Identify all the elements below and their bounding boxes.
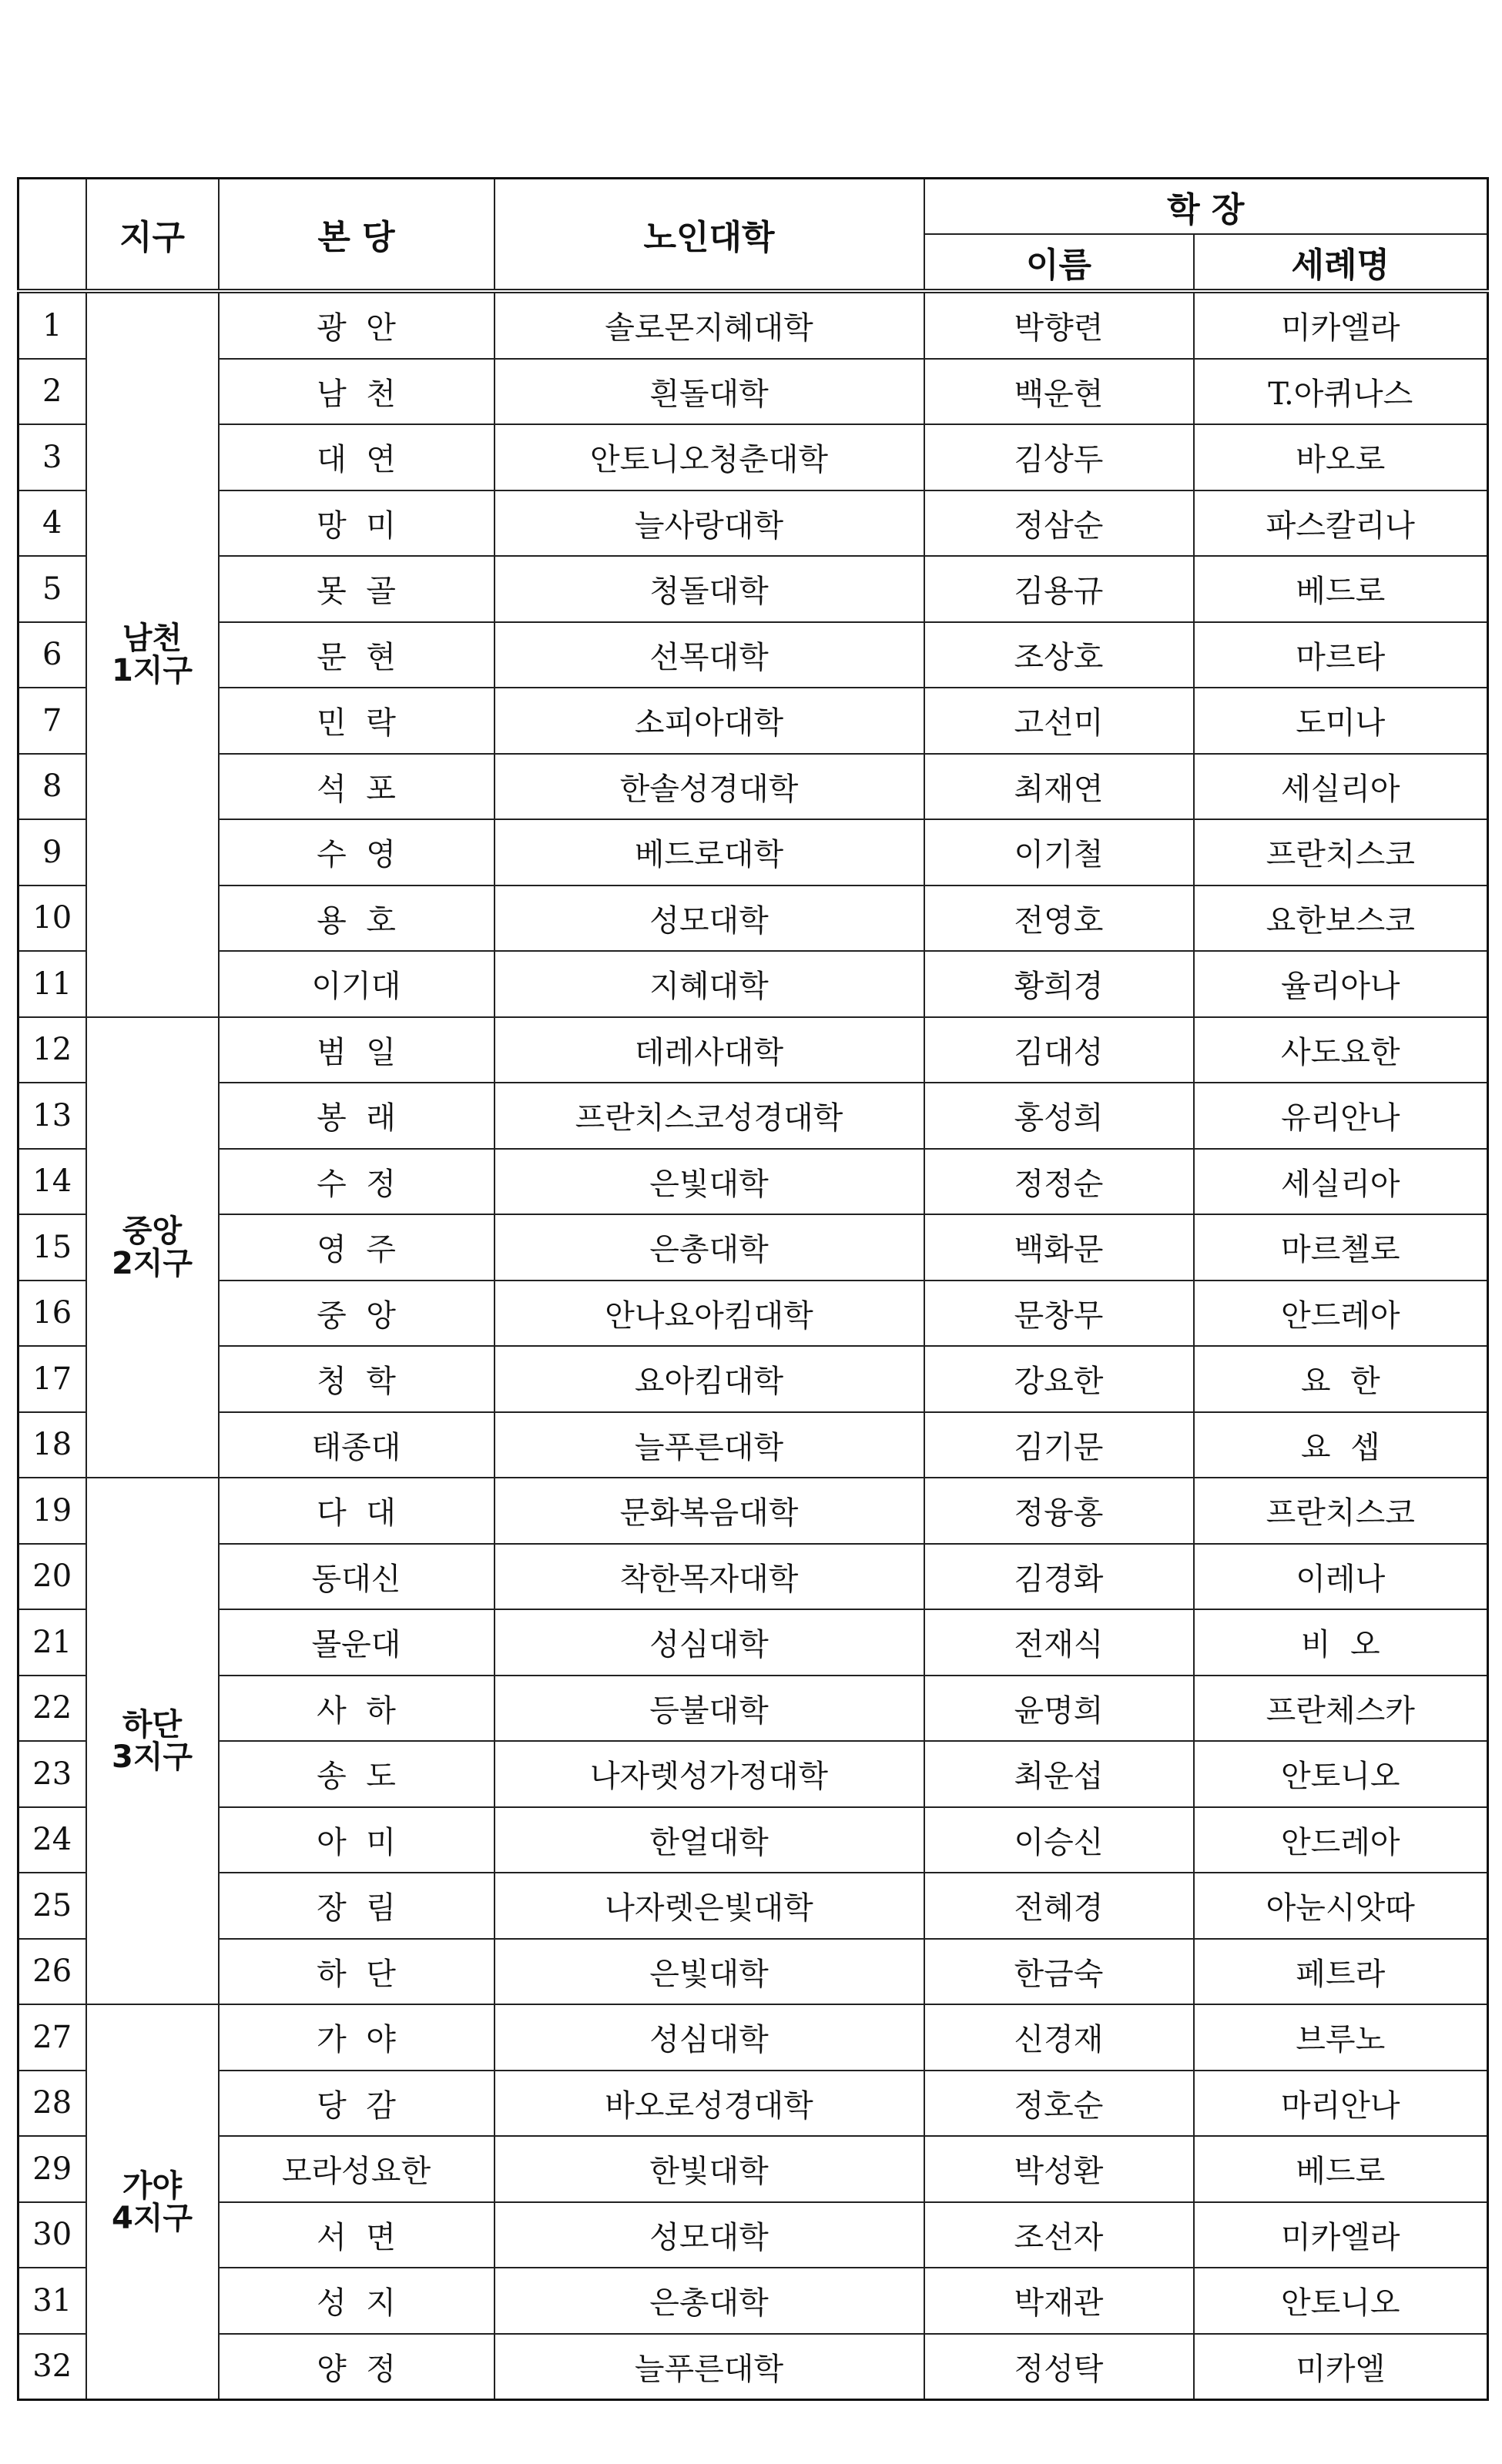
header-college: 노인대학	[495, 179, 924, 292]
row-number: 2	[18, 359, 86, 425]
parish-name: 모라성요한	[219, 2136, 495, 2202]
row-number: 28	[18, 2071, 86, 2137]
table-row	[18, 1149, 1488, 1215]
row-number: 16	[18, 1281, 86, 1347]
president-name: 신경재	[924, 2004, 1194, 2071]
president-name: 최운섭	[924, 1741, 1194, 1807]
college-name: 한얼대학	[495, 1807, 924, 1873]
parish-name: 가 야	[219, 2004, 495, 2071]
row-number: 24	[18, 1807, 86, 1873]
president-name: 전혜경	[924, 1873, 1194, 1939]
row-number: 30	[18, 2202, 86, 2268]
president-name: 이승신	[924, 1807, 1194, 1873]
baptismal-name: 프란치스코	[1194, 1478, 1488, 1544]
row-number: 18	[18, 1412, 86, 1478]
college-name: 은총대학	[495, 2268, 924, 2334]
row-number: 4	[18, 490, 86, 557]
college-name: 성심대학	[495, 2004, 924, 2071]
president-name: 전재식	[924, 1609, 1194, 1676]
baptismal-name: 비 오	[1194, 1609, 1488, 1676]
table-row	[18, 2268, 1488, 2334]
table-row	[18, 951, 1488, 1017]
district-number: 3지구	[111, 1739, 193, 1775]
table-row	[18, 1346, 1488, 1412]
table-row	[18, 2004, 1488, 2071]
parish-name: 동대신	[219, 1544, 495, 1610]
table-row	[18, 424, 1488, 490]
table-row	[18, 556, 1488, 622]
president-name: 정융홍	[924, 1478, 1194, 1544]
table-row	[18, 1478, 1488, 1544]
parish-name: 범 일	[219, 1017, 495, 1083]
college-name: 은총대학	[495, 1214, 924, 1281]
baptismal-name: 사도요한	[1194, 1017, 1488, 1083]
president-name: 윤명희	[924, 1676, 1194, 1742]
district-cell	[86, 1017, 219, 1478]
header-president: 학 장	[924, 179, 1488, 235]
header-baptismal-name: 세례명	[1194, 234, 1488, 291]
baptismal-name: 요 셉	[1194, 1412, 1488, 1478]
parish-name: 이기대	[219, 951, 495, 1017]
parish-name: 봉 래	[219, 1083, 495, 1149]
president-name: 황희경	[924, 951, 1194, 1017]
parish-name: 당 감	[219, 2071, 495, 2137]
parish-name: 민 락	[219, 688, 495, 754]
row-number: 17	[18, 1346, 86, 1412]
college-name: 착한목자대학	[495, 1544, 924, 1610]
college-name: 한솔성경대학	[495, 754, 924, 820]
college-name: 요아킴대학	[495, 1346, 924, 1412]
table-row	[18, 2071, 1488, 2137]
college-name: 성모대학	[495, 2202, 924, 2268]
baptismal-name: 미카엘라	[1194, 2202, 1488, 2268]
table-row	[18, 688, 1488, 754]
baptismal-name: 바오로	[1194, 424, 1488, 490]
baptismal-name: 미카엘라	[1194, 291, 1488, 359]
district-name: 중앙	[122, 1213, 183, 1249]
parish-name: 양 정	[219, 2334, 495, 2400]
baptismal-name: 마르타	[1194, 622, 1488, 688]
row-number: 20	[18, 1544, 86, 1610]
college-name: 나자렛은빛대학	[495, 1873, 924, 1939]
parish-name: 석 포	[219, 754, 495, 820]
row-number: 7	[18, 688, 86, 754]
parish-name: 서 면	[219, 2202, 495, 2268]
president-name: 전영호	[924, 886, 1194, 952]
table-row	[18, 1939, 1488, 2005]
row-number: 19	[18, 1478, 86, 1544]
district-cell	[86, 291, 219, 1017]
header-district: 지구	[86, 179, 219, 292]
district-name: 가야	[122, 2168, 183, 2204]
parish-name: 장 림	[219, 1873, 495, 1939]
row-number: 27	[18, 2004, 86, 2071]
row-number: 26	[18, 1939, 86, 2005]
college-name: 은빛대학	[495, 1939, 924, 2005]
table-row	[18, 1017, 1488, 1083]
baptismal-name: 세실리아	[1194, 1149, 1488, 1215]
baptismal-name: 마르첼로	[1194, 1214, 1488, 1281]
president-name: 김기문	[924, 1412, 1194, 1478]
president-name: 한금숙	[924, 1939, 1194, 2005]
college-name: 소피아대학	[495, 688, 924, 754]
row-number: 10	[18, 886, 86, 952]
president-name: 최재연	[924, 754, 1194, 820]
baptismal-name: 안드레아	[1194, 1281, 1488, 1347]
baptismal-name: 요한보스코	[1194, 886, 1488, 952]
college-name: 늘푸른대학	[495, 2334, 924, 2400]
header-name: 이름	[924, 234, 1194, 291]
table-row	[18, 2136, 1488, 2202]
college-name: 은빛대학	[495, 1149, 924, 1215]
district-cell	[86, 1478, 219, 2004]
baptismal-name: 미카엘	[1194, 2334, 1488, 2400]
baptismal-name: 브루노	[1194, 2004, 1488, 2071]
parish-name: 광 안	[219, 291, 495, 359]
baptismal-name: 세실리아	[1194, 754, 1488, 820]
table-row	[18, 1609, 1488, 1676]
baptismal-name: 안토니오	[1194, 2268, 1488, 2334]
college-name: 늘푸른대학	[495, 1412, 924, 1478]
president-name: 정성탁	[924, 2334, 1194, 2400]
table-row	[18, 622, 1488, 688]
row-number: 8	[18, 754, 86, 820]
parish-name: 청 학	[219, 1346, 495, 1412]
baptismal-name: 이레나	[1194, 1544, 1488, 1610]
row-number: 12	[18, 1017, 86, 1083]
parish-name: 사 하	[219, 1676, 495, 1742]
college-name: 선목대학	[495, 622, 924, 688]
college-name: 지혜대학	[495, 951, 924, 1017]
row-number: 14	[18, 1149, 86, 1215]
college-name: 성심대학	[495, 1609, 924, 1676]
table-row	[18, 886, 1488, 952]
president-name: 박재관	[924, 2268, 1194, 2334]
table-row	[18, 1873, 1488, 1939]
college-name: 흰돌대학	[495, 359, 924, 425]
president-name: 조상호	[924, 622, 1194, 688]
president-name: 정삼순	[924, 490, 1194, 557]
baptismal-name: 페트라	[1194, 1939, 1488, 2005]
president-name: 강요한	[924, 1346, 1194, 1412]
baptismal-name: 마리안나	[1194, 2071, 1488, 2137]
baptismal-name: 율리아나	[1194, 951, 1488, 1017]
baptismal-name: 안토니오	[1194, 1741, 1488, 1807]
president-name: 이기철	[924, 819, 1194, 886]
baptismal-name: 도미나	[1194, 688, 1488, 754]
row-number: 1	[18, 291, 86, 359]
district-number: 1지구	[111, 653, 193, 689]
president-name: 문창무	[924, 1281, 1194, 1347]
table-row	[18, 1412, 1488, 1478]
parish-name: 성 지	[219, 2268, 495, 2334]
president-name: 백운현	[924, 359, 1194, 425]
baptismal-name: 유리안나	[1194, 1083, 1488, 1149]
parish-name: 대 연	[219, 424, 495, 490]
baptismal-name: T.아퀴나스	[1194, 359, 1488, 425]
district-name: 남천	[122, 621, 183, 657]
parish-name: 하 단	[219, 1939, 495, 2005]
college-name: 청돌대학	[495, 556, 924, 622]
parish-name: 다 대	[219, 1478, 495, 1544]
college-name: 안나요아킴대학	[495, 1281, 924, 1347]
president-name: 박향련	[924, 291, 1194, 359]
college-name: 베드로대학	[495, 819, 924, 886]
row-number: 31	[18, 2268, 86, 2334]
college-name: 바오로성경대학	[495, 2071, 924, 2137]
district-number: 4지구	[111, 2200, 193, 2236]
district-cell	[86, 2004, 219, 2400]
college-name: 늘사랑대학	[495, 490, 924, 557]
college-roster-table	[17, 177, 1489, 2401]
table-row	[18, 1281, 1488, 1347]
row-number: 5	[18, 556, 86, 622]
row-number: 32	[18, 2334, 86, 2400]
college-name: 프란치스코성경대학	[495, 1083, 924, 1149]
parish-name: 남 천	[219, 359, 495, 425]
row-number: 23	[18, 1741, 86, 1807]
parish-name: 못 골	[219, 556, 495, 622]
president-name: 정정순	[924, 1149, 1194, 1215]
row-number: 11	[18, 951, 86, 1017]
baptismal-name: 파스칼리나	[1194, 490, 1488, 557]
table-row	[18, 490, 1488, 557]
baptismal-name: 요 한	[1194, 1346, 1488, 1412]
table-row	[18, 1676, 1488, 1742]
president-name: 조선자	[924, 2202, 1194, 2268]
president-name: 정호순	[924, 2071, 1194, 2137]
parish-name: 송 도	[219, 1741, 495, 1807]
table-row	[18, 754, 1488, 820]
president-name: 김용규	[924, 556, 1194, 622]
table-row	[18, 1741, 1488, 1807]
table-row	[18, 1214, 1488, 1281]
president-name: 백화문	[924, 1214, 1194, 1281]
parish-name: 망 미	[219, 490, 495, 557]
table-row	[18, 291, 1488, 359]
parish-name: 아 미	[219, 1807, 495, 1873]
college-name: 문화복음대학	[495, 1478, 924, 1544]
college-name: 데레사대학	[495, 1017, 924, 1083]
table-row	[18, 819, 1488, 886]
college-name: 나자렛성가정대학	[495, 1741, 924, 1807]
president-name: 김대성	[924, 1017, 1194, 1083]
parish-name: 영 주	[219, 1214, 495, 1281]
parish-name: 문 현	[219, 622, 495, 688]
parish-name: 수 정	[219, 1149, 495, 1215]
table-row	[18, 1807, 1488, 1873]
president-name: 고선미	[924, 688, 1194, 754]
row-number: 21	[18, 1609, 86, 1676]
baptismal-name: 프란치스코	[1194, 819, 1488, 886]
header-number	[18, 179, 86, 292]
baptismal-name: 베드로	[1194, 2136, 1488, 2202]
row-number: 6	[18, 622, 86, 688]
row-number: 9	[18, 819, 86, 886]
table-row	[18, 359, 1488, 425]
row-number: 3	[18, 424, 86, 490]
table-header	[18, 179, 1488, 292]
table-body	[18, 291, 1488, 2400]
parish-name: 태종대	[219, 1412, 495, 1478]
college-name: 한빛대학	[495, 2136, 924, 2202]
table-row	[18, 2202, 1488, 2268]
district-name: 하단	[122, 1707, 183, 1743]
president-name: 홍성희	[924, 1083, 1194, 1149]
row-number: 15	[18, 1214, 86, 1281]
header-parish: 본 당	[219, 179, 495, 292]
parish-name: 용 호	[219, 886, 495, 952]
table-row	[18, 1083, 1488, 1149]
row-number: 13	[18, 1083, 86, 1149]
district-number: 2지구	[111, 1245, 193, 1281]
table-row	[18, 1544, 1488, 1610]
row-number: 29	[18, 2136, 86, 2202]
row-number: 25	[18, 1873, 86, 1939]
president-name: 김상두	[924, 424, 1194, 490]
college-name: 성모대학	[495, 886, 924, 952]
baptismal-name: 프란체스카	[1194, 1676, 1488, 1742]
row-number: 22	[18, 1676, 86, 1742]
baptismal-name: 아눈시앗따	[1194, 1873, 1488, 1939]
parish-name: 수 영	[219, 819, 495, 886]
president-name: 김경화	[924, 1544, 1194, 1610]
baptismal-name: 안드레아	[1194, 1807, 1488, 1873]
college-name: 안토니오청춘대학	[495, 424, 924, 490]
parish-name: 중 앙	[219, 1281, 495, 1347]
parish-name: 몰운대	[219, 1609, 495, 1676]
president-name: 박성환	[924, 2136, 1194, 2202]
college-name: 등불대학	[495, 1676, 924, 1742]
baptismal-name: 베드로	[1194, 556, 1488, 622]
college-name: 솔로몬지혜대학	[495, 291, 924, 359]
table-row	[18, 2334, 1488, 2400]
